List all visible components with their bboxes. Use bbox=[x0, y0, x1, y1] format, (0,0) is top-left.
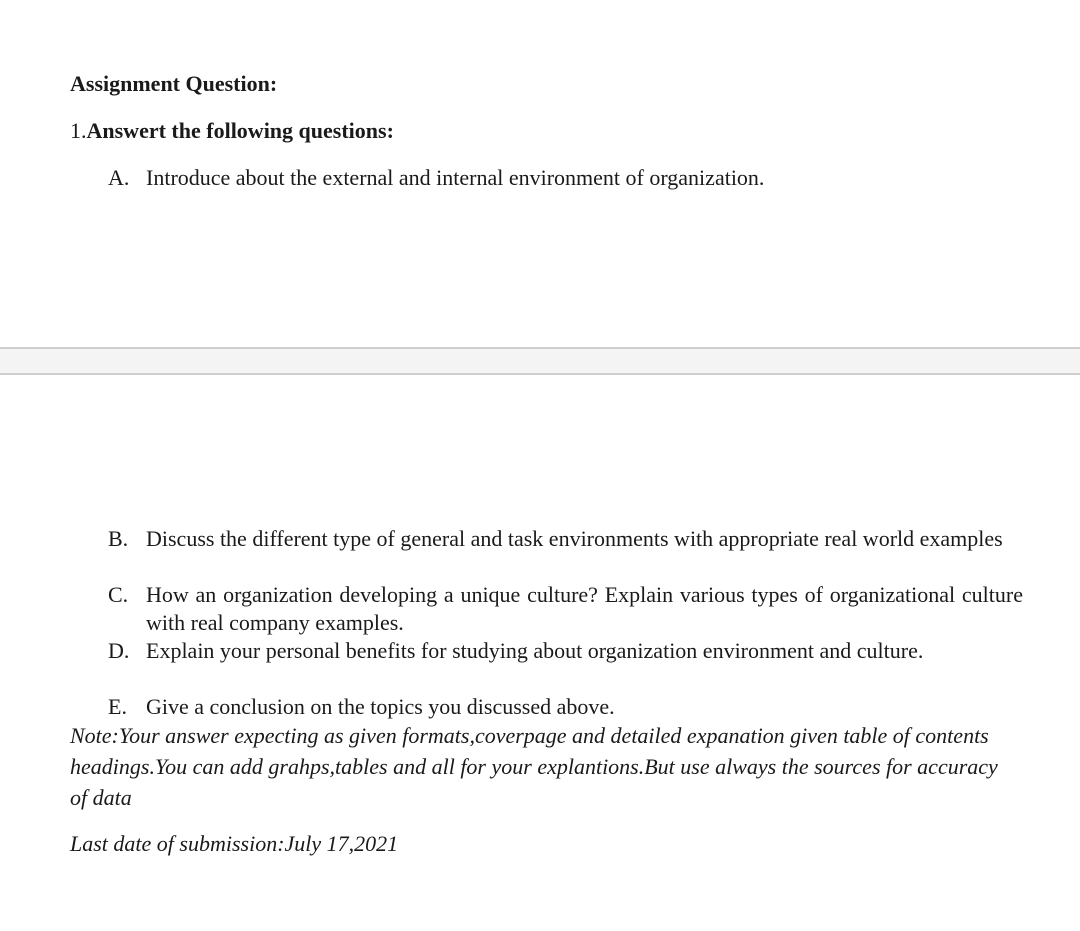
list-item-text: Give a conclusion on the topics you discussed above. bbox=[146, 694, 615, 719]
page-break-separator bbox=[0, 347, 1080, 375]
list-item-c bbox=[108, 581, 1023, 637]
list-item-letter: D. bbox=[108, 638, 130, 663]
list-item-e bbox=[108, 693, 1023, 721]
list-item-b bbox=[108, 525, 1023, 553]
question-title-text: Answert the following questions: bbox=[86, 118, 394, 143]
list-item-text: Discuss the different type of general and task environments with appropriate real world examples bbox=[146, 526, 1003, 551]
list-item-letter: E. bbox=[108, 694, 127, 719]
submission-deadline: Last date of submission:July 17,2021 bbox=[70, 831, 399, 856]
list-item-a bbox=[108, 164, 1023, 192]
list-item-letter: A. bbox=[108, 165, 130, 190]
list-item-text: Explain your personal benefits for studying about organization environment and culture. bbox=[146, 638, 924, 663]
list-item-d bbox=[108, 637, 1023, 665]
list-item-letter: B. bbox=[108, 526, 129, 551]
question-title bbox=[70, 117, 394, 145]
list-item-text: How an organization developing a unique culture? Explain various types of organizational culture with real company examples. bbox=[146, 582, 1023, 635]
list-item-letter: C. bbox=[108, 582, 129, 607]
note-paragraph: Note:Your answer expecting as given formats,coverpage and detailed expanation given table of contents headings.You can add grahps,tables and all for your explantions.But use always the sources for accuracy of data bbox=[70, 723, 998, 810]
list-item-text: Introduce about the external and internal environment of organization. bbox=[146, 165, 765, 190]
assignment-heading: Assignment Question: bbox=[70, 71, 278, 96]
question-number: 1. bbox=[70, 118, 87, 143]
